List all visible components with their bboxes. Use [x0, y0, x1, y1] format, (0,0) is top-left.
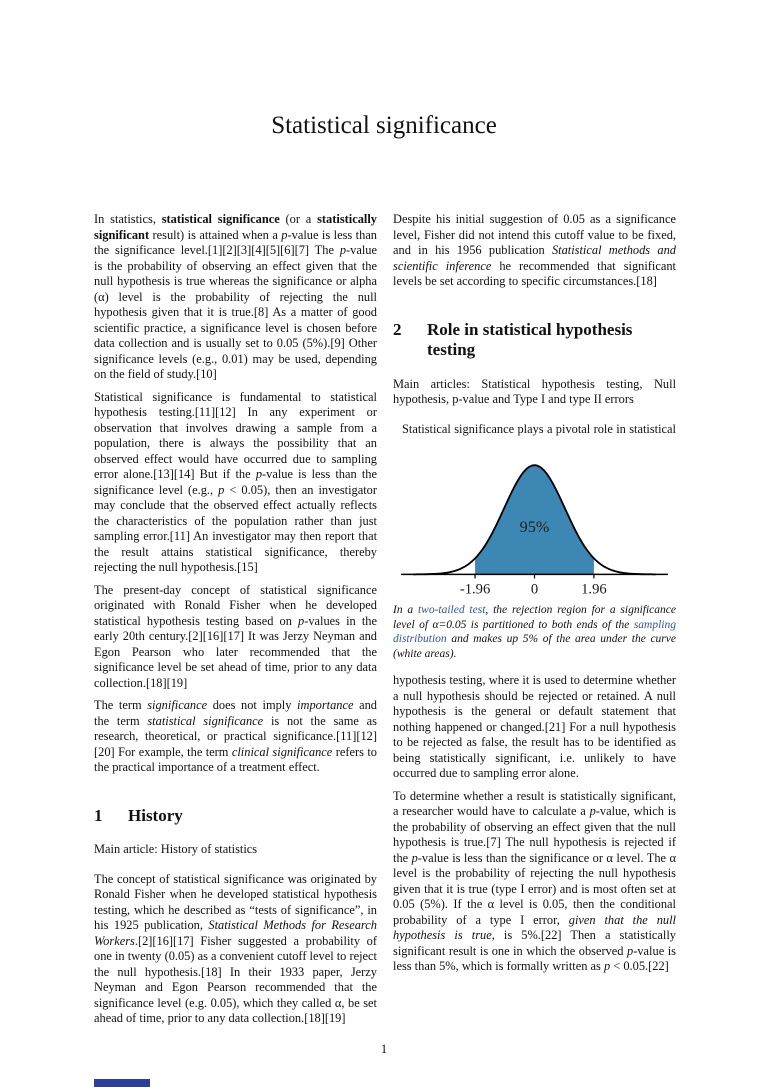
text-run: or: [354, 405, 377, 419]
main-article-line-history: [94, 842, 377, 858]
text-link[interactable]: Jerzy Neyman: [282, 629, 356, 643]
page-number: 1: [380, 1042, 388, 1056]
text-run: In any: [235, 405, 300, 419]
text-run: that involves drawing a: [151, 420, 297, 435]
text-link[interactable]: null hypothesis: [403, 688, 480, 703]
text-run: and: [135, 980, 172, 995]
two-column-layout: [94, 212, 676, 1034]
text-link[interactable]: type I error: [495, 881, 553, 896]
text-run: For a null hypothesis to be rejected as false, the result has to be identified as being statistically significant, i.e. unlikely to have occurred due to sampling error alone.: [393, 719, 676, 781]
text-run: Main articles:: [393, 376, 482, 391]
text-run: given that the null hypothesis is true: [393, 912, 676, 943]
text-run: Despite his initial suggestion of 0.05 as a significance level, Fisher did not intend this cutoff value to be fixed, and in his 1956 publication: [393, 212, 676, 257]
citation-ref[interactable]: [22]: [648, 959, 669, 974]
text-run: should be rejected or retained. A null hypothesis is the general or default statement that nothing happened or changed.: [393, 688, 676, 734]
citation-ref[interactable]: [2][16][17]: [188, 629, 245, 643]
bell-curve-svg: [393, 445, 676, 599]
text-run: An investigator may then report that the result attains statistical significance, thereby rejecting the null hypothesis.: [94, 529, 378, 574]
citation-ref[interactable]: [8]: [253, 305, 269, 319]
text-run: The concept of statistical significance was originated by: [94, 871, 377, 886]
text-run: p: [218, 482, 225, 497]
text-run: For example, the term: [114, 744, 232, 759]
text-run: he recommended that significant levels be set according to specific circumstances.: [393, 258, 676, 288]
section-heading-history: [94, 806, 377, 827]
text-run: p: [298, 613, 305, 628]
text-run: importance: [297, 698, 354, 712]
tick-label: -1.96: [459, 582, 491, 599]
text-link[interactable]: significance level: [115, 243, 205, 257]
citation-ref[interactable]: [18]: [201, 964, 222, 979]
text-run: is not the same as research, theoretical, or practical significance.: [94, 713, 377, 743]
text-run: , the rejection region for a significance level of α=0.05 is partitioned to both ends of the: [393, 604, 676, 631]
section-number: 1: [94, 805, 103, 825]
paragraph-pvalue-alpha: [393, 789, 676, 975]
text-run: -value is less than the significance level (e.g.,: [94, 467, 378, 497]
text-run: In their 1933 paper,: [221, 964, 351, 979]
text-run: .: [191, 405, 195, 419]
citation-ref[interactable]: [11]: [169, 529, 190, 543]
text-run: -value is less than the significance or α level. The α level is the probability of rejecting the null hypothesis given that it is true (: [393, 850, 676, 896]
paragraph-terminology: [94, 698, 377, 776]
citation-ref[interactable]: [2][16][17]: [137, 933, 194, 948]
text-run: .: [134, 933, 138, 948]
text-link[interactable]: null hypothesis: [94, 274, 171, 288]
section-heading-role: [393, 320, 676, 361]
tick-label: 0: [530, 582, 539, 599]
text-run: Other significance levels (e.g., 0.01) may be used, depending on the field of study.: [94, 336, 377, 381]
text-run: , is 5%.: [491, 928, 541, 943]
text-run: result) is attained when a: [149, 227, 282, 242]
main-articles-line-role: [393, 377, 676, 408]
text-run: statistical significance: [161, 212, 280, 226]
text-run: p: [411, 850, 418, 865]
text-run: statistically significant: [94, 212, 377, 242]
citation-ref[interactable]: [9]: [330, 336, 345, 350]
text-link[interactable]: p-value: [452, 392, 490, 407]
right-column: [393, 212, 676, 1034]
text-run: -value, which is the probability of observing an effect given that the null hypothesis is true.: [393, 804, 676, 850]
text-run: -value is less than the: [94, 227, 378, 257]
text-run: -value is the probability of observing an effect given that the: [94, 243, 377, 273]
section-number: 2: [393, 319, 402, 339]
text-run: p: [603, 959, 611, 974]
paragraph-fundamental: [94, 390, 377, 576]
text-link[interactable]: sampling error: [94, 451, 377, 481]
text-run: In: [94, 212, 111, 226]
citation-ref[interactable]: [1][2][3][4][5][6][7]: [207, 243, 310, 257]
text-run: statistical significance: [147, 713, 264, 728]
text-run: and: [489, 392, 514, 407]
page-title: Statistical significance: [271, 112, 497, 139]
text-run: < 0.05.: [610, 959, 649, 974]
text-run: is true whereas the significance or alpha (α) level is the probability of rejecting the null hypothesis given that it is true.: [94, 274, 377, 319]
text-link[interactable]: Null hypothesis: [393, 376, 677, 407]
citation-ref[interactable]: [13][14]: [153, 467, 195, 481]
citation-ref[interactable]: [11][12][20]: [94, 729, 377, 759]
footer-accent-bar: [94, 1079, 150, 1087]
text-link[interactable]: Ronald Fisher: [94, 887, 166, 902]
figure-normal-distribution: [393, 445, 676, 599]
text-run: In a: [393, 604, 418, 617]
text-run: Statistical Methods for Research Workers: [94, 918, 377, 948]
text-link[interactable]: Egon Pearson: [94, 644, 172, 659]
citation-ref[interactable]: [15]: [237, 560, 258, 574]
text-run: clinical significance: [231, 744, 333, 759]
text-run: and the term: [94, 698, 377, 728]
section-title: History: [128, 805, 183, 825]
text-run: (or a: [279, 212, 318, 226]
text-run: .: [204, 243, 208, 257]
text-run: when he developed statistical hypothesis testing based on: [94, 598, 377, 628]
text-run: p: [589, 804, 596, 819]
text-run: It was: [244, 629, 283, 643]
text-run: Fisher suggested a probability of one in twenty (0.05) as a convenient cutoff level to reject the null hypothesis.: [94, 933, 377, 979]
paragraph-origin: [94, 583, 377, 692]
text-link[interactable]: statistical hypothesis testing: [94, 389, 377, 419]
text-run: The null hypothesis is rejected if the: [393, 835, 677, 865]
citation-ref[interactable]: [18][19]: [304, 1011, 346, 1026]
paragraph-fisher-1956: [393, 212, 676, 290]
citation-ref[interactable]: [10]: [196, 367, 217, 381]
text-link[interactable]: sampling distribution: [393, 618, 676, 646]
text-run: hypothesis testing, where it is used to determine whether a: [393, 673, 676, 703]
text-run: ,: [152, 212, 162, 226]
text-run: The term: [94, 698, 148, 712]
text-run: To determine whether a result is statistically significant, a researcher would have to calculate a: [393, 788, 676, 819]
text-run: from a: [332, 420, 377, 435]
text-run: ) and is most often set at 0.05 (5%). If the α level is 0.05, then the conditional probability of a type I error,: [393, 881, 676, 927]
text-link[interactable]: statistics: [110, 212, 153, 226]
text-link[interactable]: population: [94, 436, 147, 450]
text-run: and makes up 5% of the area under the curve (white areas).: [393, 633, 676, 660]
citation-ref[interactable]: [18][19]: [145, 675, 188, 690]
text-run: , there is always the possibility that an observed effect would have occurred due to: [94, 436, 377, 466]
text-run: refers to the practical importance of a treatment effect.: [94, 744, 377, 774]
left-column: [94, 212, 377, 1034]
text-run: Statistical methods and scientific inference: [393, 243, 676, 273]
text-run: does not imply: [207, 698, 298, 712]
section-title: Role in statistical hypothesis testing: [427, 319, 633, 360]
text-run: ,: [639, 376, 654, 391]
tick-label: 1.96: [581, 582, 607, 599]
text-run: p: [255, 467, 263, 481]
text-run: p: [627, 943, 634, 958]
text-run: But if the: [194, 467, 256, 481]
text-link[interactable]: observation: [94, 420, 152, 435]
text-run: p: [339, 243, 347, 257]
paragraph-role-continued: [393, 673, 676, 782]
text-run: Statistical significance is fundamental to: [94, 389, 331, 404]
text-run: The: [309, 243, 340, 257]
text-link[interactable]: experiment: [299, 405, 355, 419]
text-run: when he developed statistical hypothesis testing, which he described as “tests of significance”, in his 1925 publication,: [94, 887, 377, 933]
text-link[interactable]: Statistical hypothesis testing: [481, 376, 640, 391]
area-percentage-label: 95%: [519, 519, 550, 537]
citation-ref[interactable]: [7]: [486, 835, 501, 850]
text-run: -value is less than 5%, which is formally written as: [393, 943, 676, 974]
citation-ref[interactable]: [11][12]: [194, 405, 236, 419]
text-link[interactable]: Egon Pearson: [171, 980, 247, 995]
text-run: who later recommended that the significance level be set ahead of time, prior to any data collection.: [94, 644, 377, 690]
text-link[interactable]: two-tailed test: [417, 604, 486, 617]
paragraph-intro: [94, 212, 377, 383]
text-run: Main article:: [94, 842, 161, 857]
text-run: -values in the early 20th century.: [94, 613, 377, 643]
text-run: Then a statistically significant result is one in which the observed: [393, 928, 676, 958]
paragraph-history: [94, 872, 377, 1027]
text-run: As a matter of good scientific practice, a significance level is chosen before data collection and is usually set to 0.05 (5%).: [94, 305, 377, 350]
text-run: significance: [147, 698, 208, 712]
text-run: alone.: [118, 467, 154, 481]
figure-caption: [393, 603, 676, 661]
text-link[interactable]: History of statistics: [160, 842, 258, 857]
text-run: The present-day concept of statistical significance originated with: [94, 582, 377, 612]
text-run: recommended that the significance level (e.g. 0.05), which they called α, be set ahead of time, prior to any data collection.: [94, 980, 377, 1026]
text-run: < 0.05), then an investigator may conclude that the observed effect actually reflects the characteristics of the population rather than just sampling error.: [94, 482, 377, 543]
citation-ref[interactable]: [18]: [636, 274, 657, 288]
citation-ref[interactable]: [21]: [544, 719, 566, 734]
text-link[interactable]: Ronald Fisher: [184, 598, 261, 612]
text-run: ,: [446, 392, 453, 407]
text-link[interactable]: Type I and type II errors: [513, 392, 634, 407]
paragraph-role-intro: Statistical significance plays a pivotal role in statistical: [402, 421, 676, 436]
citation-ref[interactable]: [22]: [540, 928, 562, 943]
text-run: and: [355, 629, 377, 643]
text-link[interactable]: Jerzy Neyman: [94, 964, 377, 995]
text-run: p: [281, 227, 288, 242]
text-link[interactable]: sample: [296, 420, 333, 435]
